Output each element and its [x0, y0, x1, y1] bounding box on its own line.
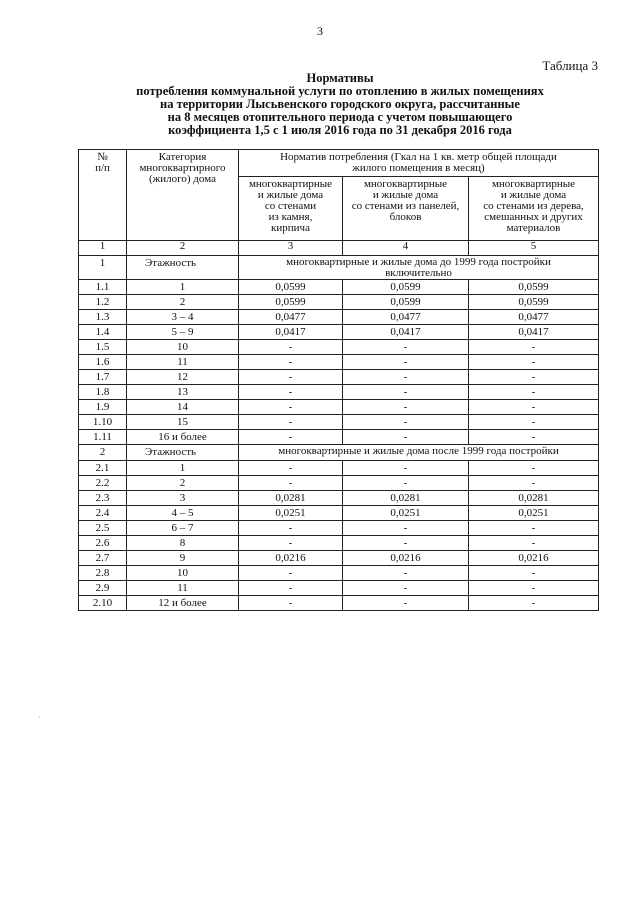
- table-row: [79, 340, 599, 355]
- title-line: на территории Лысьвенского городского округа, рассчитанные: [160, 97, 520, 111]
- value-panel-block: -: [343, 400, 469, 415]
- table-row: [79, 536, 599, 551]
- title-line: потребления коммунальной услуги по отоплению в жилых помещениях: [136, 84, 544, 98]
- row-category: 1: [127, 280, 239, 295]
- table-row: [79, 551, 599, 566]
- header-norm: Норматив потребления (Гкал на 1 кв. метр общей площади жилого помещения в месяц): [239, 150, 599, 177]
- value-wood-mixed: -: [469, 461, 599, 476]
- value-panel-block: -: [343, 415, 469, 430]
- value-wood-mixed: -: [469, 536, 599, 551]
- header-index: 4: [343, 241, 469, 256]
- value-stone-brick: -: [239, 596, 343, 611]
- value-wood-mixed: -: [469, 385, 599, 400]
- value-stone-brick: -: [239, 340, 343, 355]
- row-number: 1.8: [79, 385, 127, 400]
- row-category: 12: [127, 370, 239, 385]
- section-description: многоквартирные и жилые дома после 1999 года постройки: [239, 445, 599, 461]
- header-index: 3: [239, 241, 343, 256]
- table-row: [79, 400, 599, 415]
- value-stone-brick: -: [239, 355, 343, 370]
- title-line: Нормативы: [306, 71, 374, 85]
- value-panel-block: -: [343, 596, 469, 611]
- value-wood-mixed: 0,0477: [469, 310, 599, 325]
- table-row: [79, 461, 599, 476]
- value-stone-brick: 0,0281: [239, 491, 343, 506]
- value-panel-block: -: [343, 521, 469, 536]
- table-row: [79, 280, 599, 295]
- row-number: 1.2: [79, 295, 127, 310]
- value-stone-brick: -: [239, 536, 343, 551]
- header-index: 5: [469, 241, 599, 256]
- value-wood-mixed: 0,0251: [469, 506, 599, 521]
- row-category: 13: [127, 385, 239, 400]
- row-number: 2.8: [79, 566, 127, 581]
- title-line: на 8 месяцев отопительного периода с учетом повышающего: [167, 110, 513, 124]
- title-line: коэффициента 1,5 с 1 июля 2016 года по 31 декабря 2016 года: [168, 123, 512, 137]
- row-number: 2.4: [79, 506, 127, 521]
- value-panel-block: 0,0251: [343, 506, 469, 521]
- row-category: 10: [127, 340, 239, 355]
- table-row: [79, 430, 599, 445]
- header-index: 1: [79, 241, 127, 256]
- value-panel-block: -: [343, 355, 469, 370]
- row-category: 14: [127, 400, 239, 415]
- table-row: [79, 325, 599, 340]
- value-wood-mixed: 0,0281: [469, 491, 599, 506]
- table-body: [79, 256, 599, 611]
- row-category: 9: [127, 551, 239, 566]
- document-title: [70, 72, 610, 137]
- value-panel-block: 0,0477: [343, 310, 469, 325]
- value-stone-brick: 0,0599: [239, 280, 343, 295]
- header-stone-brick: многоквартирные и жилые дома со стенами из камня, кирпича: [239, 177, 343, 241]
- page-number: 3: [317, 24, 323, 38]
- value-wood-mixed: 0,0599: [469, 280, 599, 295]
- section-label: Этажность: [127, 445, 239, 461]
- header-category: Категория многоквартирного (жилого) дома: [127, 150, 239, 241]
- value-stone-brick: -: [239, 521, 343, 536]
- header-wood-mixed: многоквартирные и жилые дома со стенами из дерева, смешанных и других материалов: [469, 177, 599, 241]
- table-row: [79, 491, 599, 506]
- table-row: [79, 476, 599, 491]
- row-category: 3: [127, 491, 239, 506]
- value-wood-mixed: 0,0599: [469, 295, 599, 310]
- value-stone-brick: 0,0251: [239, 506, 343, 521]
- table-row: [79, 370, 599, 385]
- row-category: 8: [127, 536, 239, 551]
- value-panel-block: 0,0417: [343, 325, 469, 340]
- value-wood-mixed: -: [469, 566, 599, 581]
- value-stone-brick: -: [239, 370, 343, 385]
- value-panel-block: 0,0599: [343, 295, 469, 310]
- value-wood-mixed: -: [469, 476, 599, 491]
- value-stone-brick: -: [239, 566, 343, 581]
- row-category: 15: [127, 415, 239, 430]
- value-wood-mixed: -: [469, 596, 599, 611]
- row-number: 2.9: [79, 581, 127, 596]
- row-category: 1: [127, 461, 239, 476]
- row-category: 3 – 4: [127, 310, 239, 325]
- table-row: [79, 295, 599, 310]
- row-category: 11: [127, 355, 239, 370]
- value-stone-brick: 0,0417: [239, 325, 343, 340]
- value-wood-mixed: -: [469, 415, 599, 430]
- row-number: 2.6: [79, 536, 127, 551]
- row-number: 2.1: [79, 461, 127, 476]
- row-number: 2.3: [79, 491, 127, 506]
- value-stone-brick: -: [239, 415, 343, 430]
- value-wood-mixed: -: [469, 430, 599, 445]
- value-panel-block: 0,0599: [343, 280, 469, 295]
- value-panel-block: 0,0281: [343, 491, 469, 506]
- row-category: 2: [127, 295, 239, 310]
- value-stone-brick: 0,0216: [239, 551, 343, 566]
- row-number: 1.6: [79, 355, 127, 370]
- value-stone-brick: 0,0599: [239, 295, 343, 310]
- value-panel-block: -: [343, 430, 469, 445]
- value-panel-block: -: [343, 340, 469, 355]
- row-category: 11: [127, 581, 239, 596]
- section-row: [79, 256, 599, 280]
- table-row: [79, 506, 599, 521]
- value-panel-block: -: [343, 536, 469, 551]
- table-row: [79, 581, 599, 596]
- value-wood-mixed: 0,0417: [469, 325, 599, 340]
- row-number: 2.5: [79, 521, 127, 536]
- row-number: 1.4: [79, 325, 127, 340]
- row-number: 1.10: [79, 415, 127, 430]
- table-row: [79, 521, 599, 536]
- row-number: 1.1: [79, 280, 127, 295]
- row-category: 12 и более: [127, 596, 239, 611]
- row-number: 2.2: [79, 476, 127, 491]
- row-number: 1.5: [79, 340, 127, 355]
- row-category: 2: [127, 476, 239, 491]
- table-row: [79, 385, 599, 400]
- header-panel-block: многоквартирные и жилые дома со стенами из панелей, блоков: [343, 177, 469, 241]
- value-stone-brick: 0,0477: [239, 310, 343, 325]
- table-row: [79, 355, 599, 370]
- value-stone-brick: -: [239, 581, 343, 596]
- row-category: 10: [127, 566, 239, 581]
- section-label: Этажность: [127, 256, 239, 280]
- header-num: № п/п: [79, 150, 127, 241]
- value-panel-block: -: [343, 370, 469, 385]
- value-wood-mixed: -: [469, 340, 599, 355]
- section-number: 2: [79, 445, 127, 461]
- value-wood-mixed: 0,0216: [469, 551, 599, 566]
- value-stone-brick: -: [239, 476, 343, 491]
- row-category: 5 – 9: [127, 325, 239, 340]
- value-panel-block: -: [343, 566, 469, 581]
- value-panel-block: -: [343, 476, 469, 491]
- row-number: 2.10: [79, 596, 127, 611]
- value-panel-block: 0,0216: [343, 551, 469, 566]
- row-number: 1.11: [79, 430, 127, 445]
- table-row: [79, 596, 599, 611]
- row-category: 4 – 5: [127, 506, 239, 521]
- value-wood-mixed: -: [469, 581, 599, 596]
- row-number: 2.7: [79, 551, 127, 566]
- section-row: [79, 445, 599, 461]
- value-wood-mixed: -: [469, 400, 599, 415]
- value-stone-brick: -: [239, 430, 343, 445]
- value-panel-block: -: [343, 461, 469, 476]
- row-number: 1.3: [79, 310, 127, 325]
- section-description: многоквартирные и жилые дома до 1999 года постройки включительно: [239, 256, 599, 280]
- value-stone-brick: -: [239, 385, 343, 400]
- norms-table: [78, 149, 599, 611]
- header-index: 2: [127, 241, 239, 256]
- value-wood-mixed: -: [469, 370, 599, 385]
- table-row: [79, 415, 599, 430]
- table-row: [79, 566, 599, 581]
- value-stone-brick: -: [239, 400, 343, 415]
- value-panel-block: -: [343, 385, 469, 400]
- value-stone-brick: -: [239, 461, 343, 476]
- row-number: 1.7: [79, 370, 127, 385]
- row-number: 1.9: [79, 400, 127, 415]
- row-category: 16 и более: [127, 430, 239, 445]
- table-row: [79, 310, 599, 325]
- table-label: Таблица 3: [542, 58, 598, 73]
- margin-mark: ·: [38, 712, 41, 722]
- row-category: 6 – 7: [127, 521, 239, 536]
- section-number: 1: [79, 256, 127, 280]
- value-wood-mixed: -: [469, 521, 599, 536]
- value-panel-block: -: [343, 581, 469, 596]
- value-wood-mixed: -: [469, 355, 599, 370]
